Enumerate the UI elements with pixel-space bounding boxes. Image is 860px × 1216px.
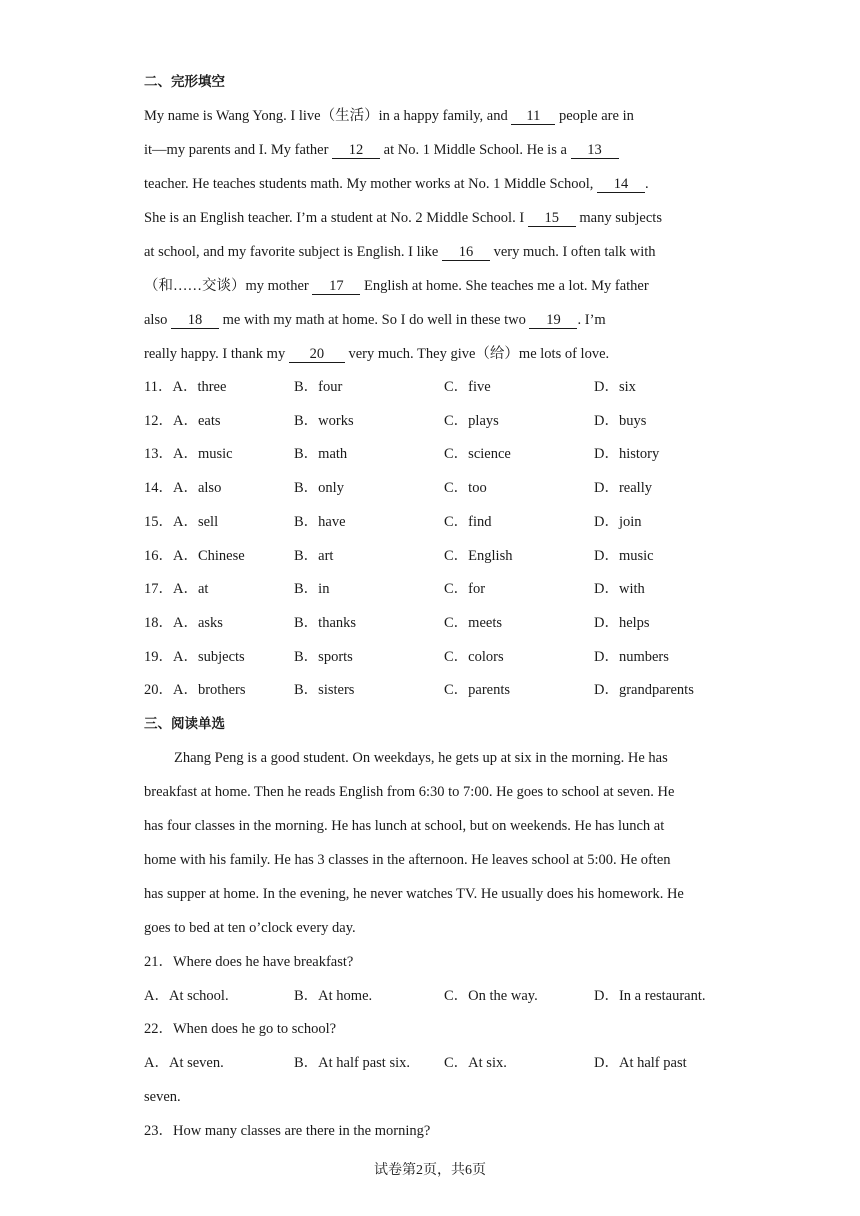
option-c: C．parents	[444, 682, 511, 698]
cloze-text: really happy. I thank my	[144, 346, 289, 362]
cloze-text: very much. I often talk with	[490, 244, 656, 260]
cloze-question-row	[144, 546, 724, 566]
cloze-line-8	[144, 344, 609, 364]
cloze-blank: 17	[312, 278, 360, 295]
option-text: A．eats	[173, 413, 221, 429]
cloze-text: English at home. She teaches me a lot. My father	[360, 278, 649, 294]
option-b: B．sisters	[294, 682, 355, 698]
cloze-blank: 14	[597, 176, 645, 193]
cloze-question-row	[144, 613, 724, 633]
reading-line: breakfast at home. Then he reads English from 6:30 to 7:00. He goes to school at seven. He	[144, 784, 675, 800]
option-c: C．science	[444, 446, 511, 462]
option-b: B．only	[294, 480, 344, 496]
option-text: A．also	[173, 480, 222, 496]
question-number: 16．	[144, 548, 173, 564]
question-number: 17．	[144, 581, 173, 597]
option-text: A．brothers	[173, 682, 246, 698]
question-22-options	[144, 1053, 724, 1073]
cloze-blank: 20	[289, 346, 345, 363]
cloze-text: me with my math at home. So I do well in these two	[218, 312, 530, 328]
option-c: C．find	[444, 514, 492, 530]
cloze-text: . I’m	[577, 312, 606, 328]
section-cloze-title: 二、完形填空	[144, 74, 225, 90]
cloze-question-row	[144, 444, 724, 464]
option-d: D．In a restaurant.	[594, 988, 706, 1004]
cloze-line-2	[144, 140, 619, 160]
option-b: B．in	[294, 581, 330, 597]
cloze-text: at school, and my favorite subject is English. I like	[144, 244, 442, 260]
option-d: D．grandparents	[594, 682, 694, 698]
option-c: C．On the way.	[444, 988, 538, 1004]
option-d: D．music	[594, 548, 654, 564]
option-a: A．At seven.	[144, 1055, 224, 1071]
option-a	[144, 411, 221, 431]
cloze-line-3	[144, 174, 649, 194]
option-d-continuation: seven.	[144, 1089, 181, 1105]
option-b: B．At home.	[294, 988, 373, 1004]
option-text: A．asks	[173, 615, 223, 631]
question-number: 20．	[144, 682, 173, 698]
reading-line: Zhang Peng is a good student. On weekdays, he gets up at six in the morning. He has	[174, 750, 668, 766]
question-22: 22．When does he go to school?	[144, 1021, 337, 1037]
option-a	[144, 512, 218, 532]
cloze-text: （和……交谈）my mother	[144, 278, 313, 294]
option-d: D．really	[594, 480, 652, 496]
cloze-text: people are in	[555, 108, 634, 124]
section-reading-title: 三、阅读单选	[144, 716, 225, 732]
cloze-blank: 18	[171, 312, 219, 329]
option-text: A．sell	[173, 514, 219, 530]
option-text: A．subjects	[173, 649, 245, 665]
cloze-question-row	[144, 647, 724, 667]
option-d: D．join	[594, 514, 642, 530]
cloze-blank: 19	[529, 312, 577, 329]
option-a	[144, 546, 245, 566]
cloze-text: teacher. He teaches students math. My mother works at No. 1 Middle School,	[144, 176, 598, 192]
option-c: C．colors	[444, 649, 504, 665]
cloze-question-row	[144, 680, 724, 700]
option-c: C．At six.	[444, 1055, 507, 1071]
option-d: D．helps	[594, 615, 650, 631]
option-c: C．for	[444, 581, 486, 597]
cloze-question-row	[144, 411, 724, 431]
option-text: A．music	[173, 446, 233, 462]
cloze-line-7	[144, 310, 606, 330]
option-b: B．have	[294, 514, 346, 530]
cloze-question-row	[144, 579, 724, 599]
option-a	[144, 444, 233, 464]
cloze-question-row	[144, 478, 724, 498]
question-number: 11．	[144, 379, 173, 395]
option-b: B．art	[294, 548, 334, 564]
reading-line: has supper at home. In the evening, he never watches TV. He usually does his homework. He	[144, 886, 684, 902]
cloze-question-row	[144, 512, 724, 532]
cloze-line-5	[144, 242, 656, 262]
cloze-line-1	[144, 106, 634, 126]
reading-line: home with his family. He has 3 classes in the afternoon. He leaves school at 5:00. He often	[144, 852, 671, 868]
cloze-text: at No. 1 Middle School. He is a	[380, 142, 571, 158]
option-text: A．at	[173, 581, 209, 597]
option-a	[144, 377, 226, 397]
option-a	[144, 478, 221, 498]
option-text: A．three	[172, 379, 227, 395]
cloze-text: My name is Wang Yong. I live（生活）in a happy family, and	[144, 108, 512, 124]
option-d: D．numbers	[594, 649, 669, 665]
question-number: 13．	[144, 446, 173, 462]
option-b: B．sports	[294, 649, 353, 665]
option-a	[144, 579, 208, 599]
cloze-blank: 12	[332, 142, 380, 159]
question-23: 23．How many classes are there in the morning?	[144, 1123, 431, 1139]
cloze-text: She is an English teacher. I’m a student at No. 2 Middle School. I	[144, 210, 528, 226]
option-text: A．Chinese	[173, 548, 245, 564]
cloze-text: many subjects	[575, 210, 662, 226]
option-b: B．At half past six.	[294, 1055, 410, 1071]
question-number: 19．	[144, 649, 173, 665]
question-number: 18．	[144, 615, 173, 631]
question-21-options	[144, 986, 724, 1006]
cloze-text: .	[645, 176, 649, 192]
option-d: D．At half past	[594, 1055, 687, 1071]
option-b: B．thanks	[294, 615, 357, 631]
reading-line: goes to bed at ten o’clock every day.	[144, 920, 356, 936]
cloze-blank: 13	[571, 142, 619, 159]
option-a	[144, 613, 223, 633]
option-b: B．math	[294, 446, 348, 462]
option-a	[144, 647, 245, 667]
cloze-line-4	[144, 208, 662, 228]
option-c: C．meets	[444, 615, 502, 631]
cloze-blank: 15	[528, 210, 576, 227]
option-b: B．works	[294, 413, 354, 429]
option-a: A．At school.	[144, 988, 229, 1004]
cloze-line-6	[144, 276, 649, 296]
cloze-blank: 16	[442, 244, 490, 261]
cloze-question-row	[144, 377, 724, 397]
cloze-text: it—my parents and I. My father	[144, 142, 333, 158]
option-c: C．too	[444, 480, 487, 496]
option-c: C．five	[444, 379, 491, 395]
question-number: 15．	[144, 514, 173, 530]
option-d: D．with	[594, 581, 645, 597]
question-21: 21．Where does he have breakfast?	[144, 954, 354, 970]
option-c: C．English	[444, 548, 513, 564]
option-d: D．buys	[594, 413, 647, 429]
option-b: B．four	[294, 379, 343, 395]
option-d: D．history	[594, 446, 660, 462]
option-a	[144, 680, 246, 700]
reading-line: has four classes in the morning. He has lunch at school, but on weekends. He has lunch at	[144, 818, 665, 834]
question-number: 12．	[144, 413, 173, 429]
cloze-text: also	[144, 312, 171, 328]
option-c: C．plays	[444, 413, 499, 429]
cloze-blank: 11	[511, 108, 555, 125]
page-footer: 试卷第2页，共6页	[374, 1163, 486, 1178]
option-d: D．six	[594, 379, 636, 395]
question-number: 14．	[144, 480, 173, 496]
cloze-text: very much. They give（给）me lots of love.	[344, 346, 610, 362]
